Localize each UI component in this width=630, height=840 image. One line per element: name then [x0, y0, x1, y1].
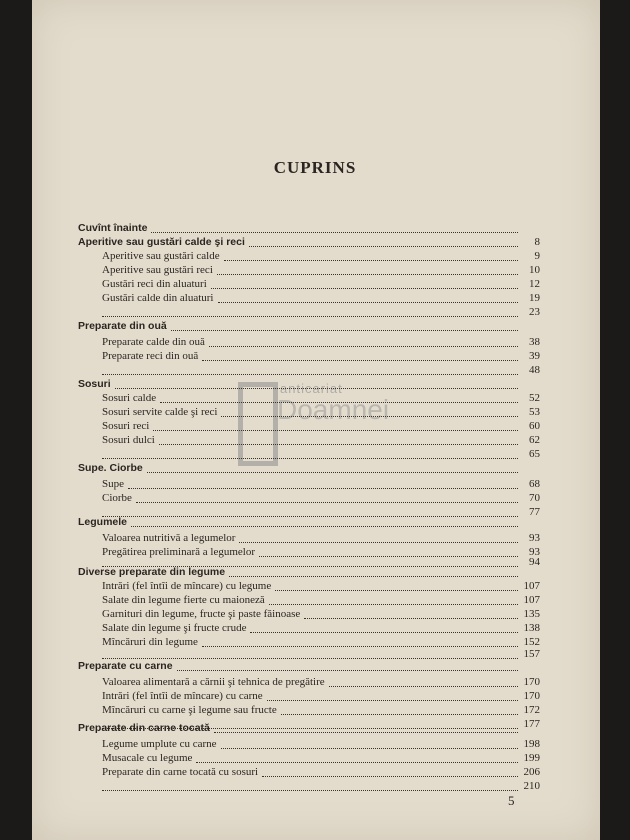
toc-section-row	[0, 320, 630, 333]
toc-label: Gustări reci din aluaturi	[102, 278, 207, 290]
toc-label: Pregătirea preliminară a legumelor	[102, 546, 256, 558]
toc-label: Legume umplute cu carne	[102, 738, 217, 750]
toc-section-row	[0, 722, 630, 735]
toc-label: Legumele	[78, 516, 128, 528]
toc-label: Preparate cu carne	[78, 660, 173, 672]
toc-leader-dots	[218, 289, 518, 303]
toc-page-number: 53	[529, 406, 540, 418]
toc-label: Intrări (fel întîi de mîncare) cu carne	[102, 690, 263, 702]
toc-label: Cuvînt înainte	[78, 222, 148, 234]
toc-leader-dots	[115, 375, 518, 389]
toc-label: Sosuri dulci	[102, 434, 155, 446]
toc-page-number: 52	[529, 392, 540, 404]
toc-leader-dots	[171, 317, 518, 331]
page-number: 5	[508, 793, 515, 808]
toc-leader-dots	[275, 577, 518, 591]
toc-page-number: 172	[523, 704, 540, 716]
toc-leader-dots	[249, 233, 518, 247]
toc-page-number: 157	[523, 648, 540, 660]
toc-leader-dots	[153, 417, 518, 431]
toc-leader-dots	[211, 275, 518, 289]
toc-leader-dots	[329, 673, 518, 687]
toc-leader-dots	[221, 403, 518, 417]
toc-leader-dots	[221, 735, 518, 749]
toc-label: Musacale cu legume	[102, 752, 193, 764]
toc-leader-dots	[177, 657, 518, 671]
toc-label: Sosuri reci	[102, 420, 150, 432]
toc-page-number: 8	[534, 236, 540, 248]
toc-page-number: 107	[523, 594, 540, 606]
toc-page-number: 39	[529, 350, 540, 362]
toc-page-number: 62	[529, 434, 540, 446]
toc-label: Salate din legume fierte cu maioneză	[102, 594, 265, 606]
toc-label: Intrări (fel întîi de mîncare) cu legume	[102, 580, 272, 592]
toc-page-number: 68	[529, 478, 540, 490]
toc-label: Preparate din ouă	[78, 320, 167, 332]
toc-label: Valoarea alimentară a cărnii şi tehnica de pregătire	[102, 676, 325, 688]
toc-leader-dots	[269, 591, 518, 605]
toc-page-number: 170	[523, 690, 540, 702]
toc-leader-dots	[147, 459, 518, 473]
toc-leader-dots	[102, 445, 518, 459]
toc-leader-dots	[239, 529, 518, 543]
toc-page-number: 138	[523, 622, 540, 634]
toc-page-number: 10	[529, 264, 540, 276]
toc-section-row	[0, 516, 630, 529]
toc-page-number: 93	[529, 546, 540, 558]
toc-leader-dots	[224, 247, 518, 261]
toc-page-number: 107	[523, 580, 540, 592]
toc-label: Mîncăruri din legume	[102, 636, 198, 648]
toc-page-number: 170	[523, 676, 540, 688]
toc-leader-dots	[136, 489, 518, 503]
toc-page-number: 199	[523, 752, 540, 764]
toc-page-number: 12	[529, 278, 540, 290]
toc-page-number: 38	[529, 336, 540, 348]
toc-leader-dots	[160, 389, 518, 403]
toc-leader-dots	[304, 605, 518, 619]
watermark-top-text: anticariat	[280, 381, 343, 396]
toc-leader-dots	[262, 763, 518, 777]
toc-label: Aperitive sau gustări calde şi reci	[78, 236, 245, 248]
toc-page-number: 198	[523, 738, 540, 750]
toc-label: Gustări calde din aluaturi	[102, 292, 214, 304]
toc-label: Valoarea nutritivă a legumelor	[102, 532, 236, 544]
toc-page-number: 135	[523, 608, 540, 620]
toc-leader-dots	[131, 513, 518, 527]
toc-label: Sosuri calde	[102, 392, 157, 404]
toc-page-number: 9	[534, 250, 540, 262]
toc-page-number: 152	[523, 636, 540, 648]
toc-section-row	[0, 660, 630, 673]
toc-label: Preparate din carne tocată cu sosuri	[102, 766, 259, 778]
toc-label: Preparate calde din ouă	[102, 336, 205, 348]
toc-label: Salate din legume şi fructe crude	[102, 622, 247, 634]
toc-row	[0, 780, 630, 793]
toc-label: Mîncăruri cu carne şi legume sau fructe	[102, 704, 277, 716]
toc-label: Garnituri din legume, fructe şi paste făinoase	[102, 608, 301, 620]
page-title: CUPRINS	[273, 158, 357, 177]
watermark-main-text: Doamnei	[277, 394, 390, 425]
toc-label: Aperitive sau gustări calde	[102, 250, 220, 262]
toc-label: Supe. Ciorbe	[78, 462, 143, 474]
toc-leader-dots	[202, 347, 518, 361]
toc-page-number: 70	[529, 492, 540, 504]
toc-section-row	[0, 462, 630, 475]
toc-leader-dots	[214, 719, 518, 733]
toc-page-number: 94	[529, 556, 540, 568]
toc-label: Sosuri servite calde şi reci	[102, 406, 218, 418]
toc-page-number: 210	[523, 780, 540, 792]
toc-leader-dots	[102, 303, 518, 317]
toc-page-number: 48	[529, 364, 540, 376]
toc-page-number: 177	[523, 718, 540, 730]
toc-leader-dots	[102, 777, 518, 791]
toc-leader-dots	[209, 333, 518, 347]
toc-label: Aperitive sau gustări reci	[102, 264, 213, 276]
toc-leader-dots	[267, 687, 518, 701]
toc-leader-dots	[196, 749, 518, 763]
toc-label: Sosuri	[78, 378, 111, 390]
toc-leader-dots	[128, 475, 518, 489]
toc-leader-dots	[281, 701, 518, 715]
toc-label: Ciorbe	[102, 492, 132, 504]
toc-leader-dots	[159, 431, 518, 445]
toc-label: Preparate din carne tocată	[78, 722, 210, 734]
toc-leader-dots	[151, 219, 518, 233]
toc-page-number: 19	[529, 292, 540, 304]
toc-leader-dots	[229, 563, 518, 577]
toc-page-number: 206	[523, 766, 540, 778]
toc-leader-dots	[217, 261, 518, 275]
toc-leader-dots	[102, 361, 518, 375]
toc-page-number: 60	[529, 420, 540, 432]
toc-page-number: 65	[529, 448, 540, 460]
toc-page-number: 77	[529, 506, 540, 518]
toc-label: Diverse preparate din legume	[78, 566, 226, 578]
toc-label: Supe	[102, 478, 124, 490]
toc-page-number: 93	[529, 532, 540, 544]
toc-page-number: 23	[529, 306, 540, 318]
toc-leader-dots	[250, 619, 518, 633]
toc-label: Preparate reci din ouă	[102, 350, 199, 362]
